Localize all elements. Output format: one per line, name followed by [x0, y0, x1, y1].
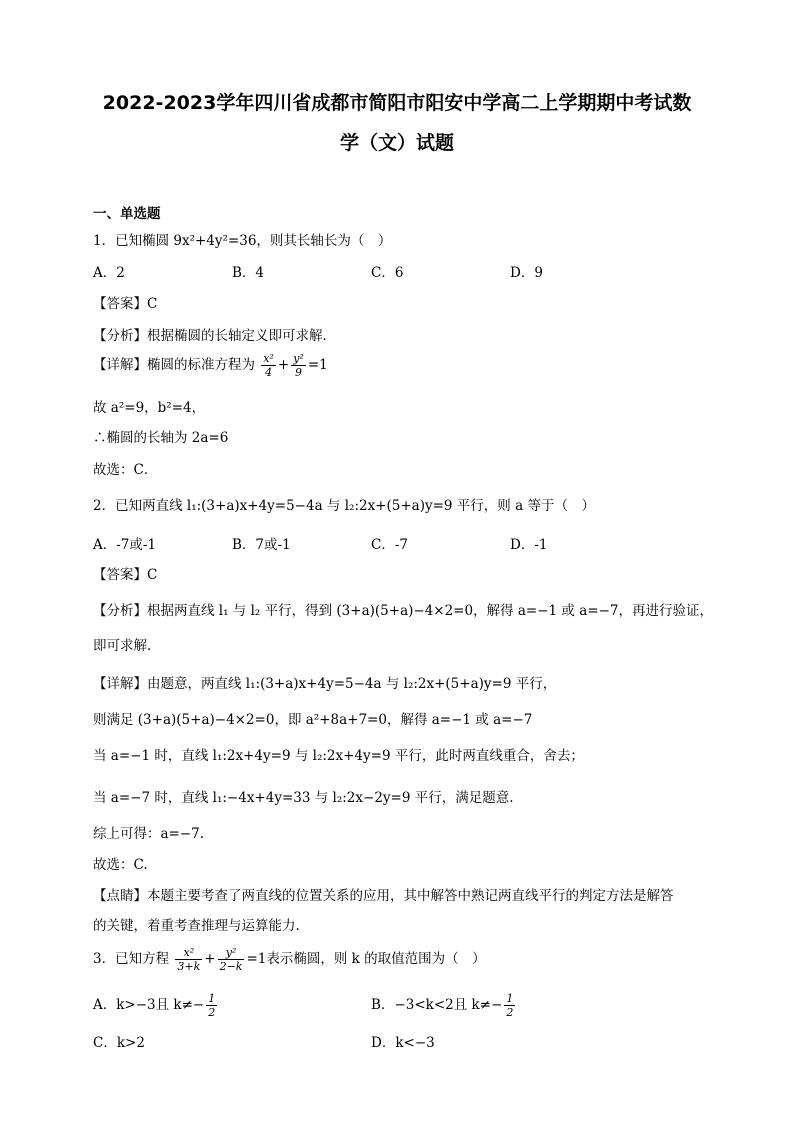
- q2-option-d: D．-1: [510, 537, 548, 553]
- q1-step1: 故 a²=9，b²=4，: [93, 400, 206, 416]
- q2-comment-line2: 的关键，着重考查推理与运算能力.: [93, 918, 300, 934]
- q1-frac1-num: x²: [263, 352, 274, 365]
- q2-summary: 综上可得：a=−7.: [93, 826, 205, 842]
- q3-frac2-den: 2−k: [219, 960, 243, 973]
- q1-analysis: 【分析】根据椭圆的长轴定义即可求解．: [93, 328, 336, 344]
- q3-option-a-num: 1: [208, 992, 216, 1005]
- q3-fraction-y: [218, 946, 245, 973]
- q1-choose: 故选：C．: [93, 462, 158, 478]
- q3-option-d: D．k<−3: [371, 1035, 435, 1051]
- q3-stem: [93, 946, 486, 973]
- q1-answer: 【答案】C: [93, 296, 158, 312]
- q1-detail-prefix: 【详解】椭圆的标准方程为: [93, 357, 255, 373]
- q1-fraction-x: [261, 352, 276, 379]
- q2-detail-line2: 则满足 (3+a)(5+a)−4×2=0，即 a²+8a+7=0，解得 a=−1 或 a=−7: [93, 712, 533, 728]
- q1-option-b: B．4: [232, 265, 265, 281]
- section-heading: 一、单选题: [93, 206, 161, 222]
- q3-fraction-x: [175, 946, 202, 973]
- q1-equals: =1: [307, 357, 328, 373]
- q3-option-b-prefix: B．−3<k<2且 k≠−: [371, 997, 503, 1013]
- q2-detail-line3: 当 a=−1 时，直线 l₁:2x+4y=9 与 l₂:2x+4y=9 平行，此时两直线重合，舍去；: [93, 748, 584, 764]
- q3-option-c: C．k>2: [93, 1035, 145, 1051]
- page-title-line2: 学（文）试题: [339, 132, 454, 154]
- q1-frac1-den: 4: [265, 366, 273, 379]
- q1-option-d: D．9: [510, 265, 543, 281]
- q2-detail-line1: 【详解】由题意，两直线 l₁:(3+a)x+4y=5−4a 与 l₂:2x+(5+a)y=9 平行，: [93, 676, 557, 692]
- q3-option-b-den: 2: [506, 1006, 514, 1019]
- page-title-line1: 2022-2023学年四川省成都市简阳市阳安中学高二上学期期中考试数: [102, 92, 692, 114]
- q3-stem-prefix: 3．已知方程: [93, 951, 170, 967]
- q3-frac2-num: y²: [218, 946, 245, 960]
- q2-choose: 故选：C.: [93, 857, 148, 873]
- q2-option-a: A．-7或-1: [93, 537, 157, 553]
- q3-option-a-prefix: A．k>−3且 k≠−: [93, 997, 205, 1013]
- q3-frac1-num: x²: [175, 946, 202, 960]
- q1-stem: 1．已知椭圆 9x²+4y²=36，则其长轴长为（ ）: [93, 233, 392, 249]
- q2-comment-line1: 【点睛】本题主要考查了两直线的位置关系的应用，其中解答中熟记两直线平行的判定方法是解答: [93, 888, 674, 904]
- q3-option-a-den: 2: [208, 1006, 216, 1019]
- q1-frac2-den: 9: [295, 366, 303, 379]
- q1-fraction-y: [291, 352, 306, 379]
- q3-plus: +: [204, 951, 216, 967]
- q1-step2: ∴椭圆的长轴为 2a=6: [93, 430, 229, 446]
- q1-frac2-num: y²: [293, 352, 304, 365]
- q3-option-a: [93, 992, 219, 1019]
- q1-option-c: C．6: [371, 265, 404, 281]
- q2-answer: 【答案】C: [93, 567, 158, 583]
- q3-option-a-fraction: [206, 992, 217, 1019]
- q2-detail-line4: 当 a=−7 时，直线 l₁:−4x+4y=33 与 l₂:2x−2y=9 平行，满足题意.: [93, 790, 514, 806]
- q1-option-a: A．2: [93, 265, 125, 281]
- q3-stem-suffix: =1表示椭圆，则 k 的取值范围为（ ）: [246, 951, 486, 967]
- q2-analysis-line2: 即可求解.: [93, 638, 152, 654]
- q1-detail: [93, 352, 328, 379]
- q2-option-b: B．7或-1: [232, 537, 291, 553]
- q2-stem: 2．已知两直线 l₁:(3+a)x+4y=5−4a 与 l₂:2x+(5+a)y=9 平行，则 a 等于（ ）: [93, 498, 595, 514]
- q2-analysis-line1: 【分析】根据两直线 l₁ 与 l₂ 平行，得到 (3+a)(5+a)−4×2=0，解得 a=−1 或 a=−7，再进行验证，: [93, 603, 713, 619]
- q3-frac1-den: 3+k: [177, 960, 201, 973]
- q3-option-b: [371, 992, 517, 1019]
- q3-option-b-fraction: [504, 992, 515, 1019]
- q2-option-c: C．-7: [371, 537, 408, 553]
- q1-plus: +: [277, 357, 290, 373]
- q3-option-b-num: 1: [506, 992, 514, 1005]
